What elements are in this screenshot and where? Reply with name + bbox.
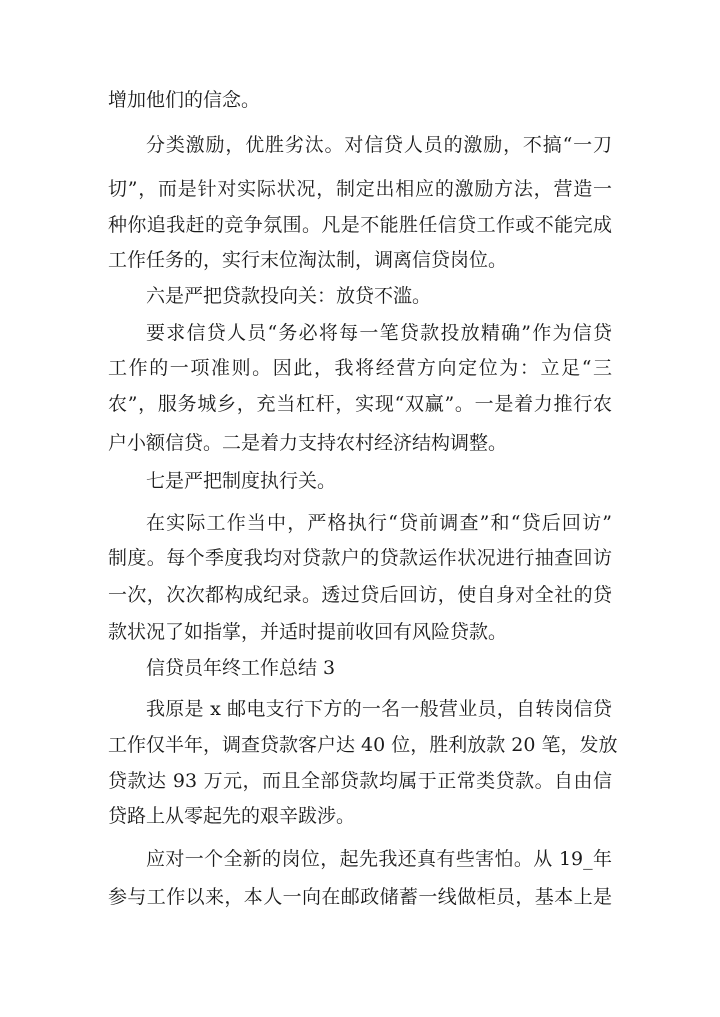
text-line: 一次，次次都构成纪录。透过贷后回访，使自身对全社的贷 — [108, 584, 612, 606]
text-line: 切”，而是针对实际状况，制定出相应的激励方法，营造一 — [108, 178, 612, 200]
text-line: 工作仅半年，调查贷款客户达 40 位，胜利放款 20 笔，发放 — [108, 734, 618, 756]
text-line: 要求信贷人员“务必将每一笔贷款投放精确”作为信贷 — [146, 322, 612, 344]
text-line: 工作任务的，实行末位淘汰制，调离信贷岗位。 — [108, 249, 508, 271]
text-line: 户小额信贷。二是着力支持农村经济结构调整。 — [108, 432, 508, 454]
text-line: 增加他们的信念。 — [108, 89, 261, 111]
section-heading: 六是严把贷款投向关：放贷不滥。 — [146, 285, 432, 307]
text-line: 在实际工作当中，严格执行“贷前调查”和“贷后回访” — [146, 512, 612, 534]
text-line: 款状况了如指掌，并适时提前收回有风险贷款。 — [108, 621, 508, 643]
text-line: 分类激励，优胜劣汰。对信贷人员的激励，不搞“一刀 — [146, 134, 612, 156]
text-line: 种你追我赶的竞争氛围。凡是不能胜任信贷工作或不能完成 — [108, 214, 612, 236]
text-line: 工作的一项准则。因此，我将经营方向定位为：立足“三 — [108, 357, 612, 379]
text-line: 制度。每个季度我均对贷款户的贷款运作状况进行抽查回访 — [108, 547, 612, 569]
text-line: 参与工作以来，本人一向在邮政储蓄一线做柜员，基本上是 — [108, 886, 612, 908]
text-line: 应对一个全新的岗位，起先我还真有些害怕。从 19_年 — [146, 848, 612, 870]
section-heading: 信贷员年终工作总结 3 — [146, 657, 336, 679]
section-heading: 七是严把制度执行关。 — [146, 470, 337, 492]
text-line: 农”，服务城乡，充当杠杆，实现“双赢”。一是着力推行农 — [108, 393, 612, 415]
text-line: 我原是 x 邮电支行下方的一名一般营业员，自转岗信贷 — [146, 698, 612, 720]
text-line: 贷路上从零起先的艰辛跋涉。 — [108, 805, 356, 827]
text-line: 贷款达 93 万元，而且全部贷款均属于正常类贷款。自由信 — [108, 770, 612, 792]
